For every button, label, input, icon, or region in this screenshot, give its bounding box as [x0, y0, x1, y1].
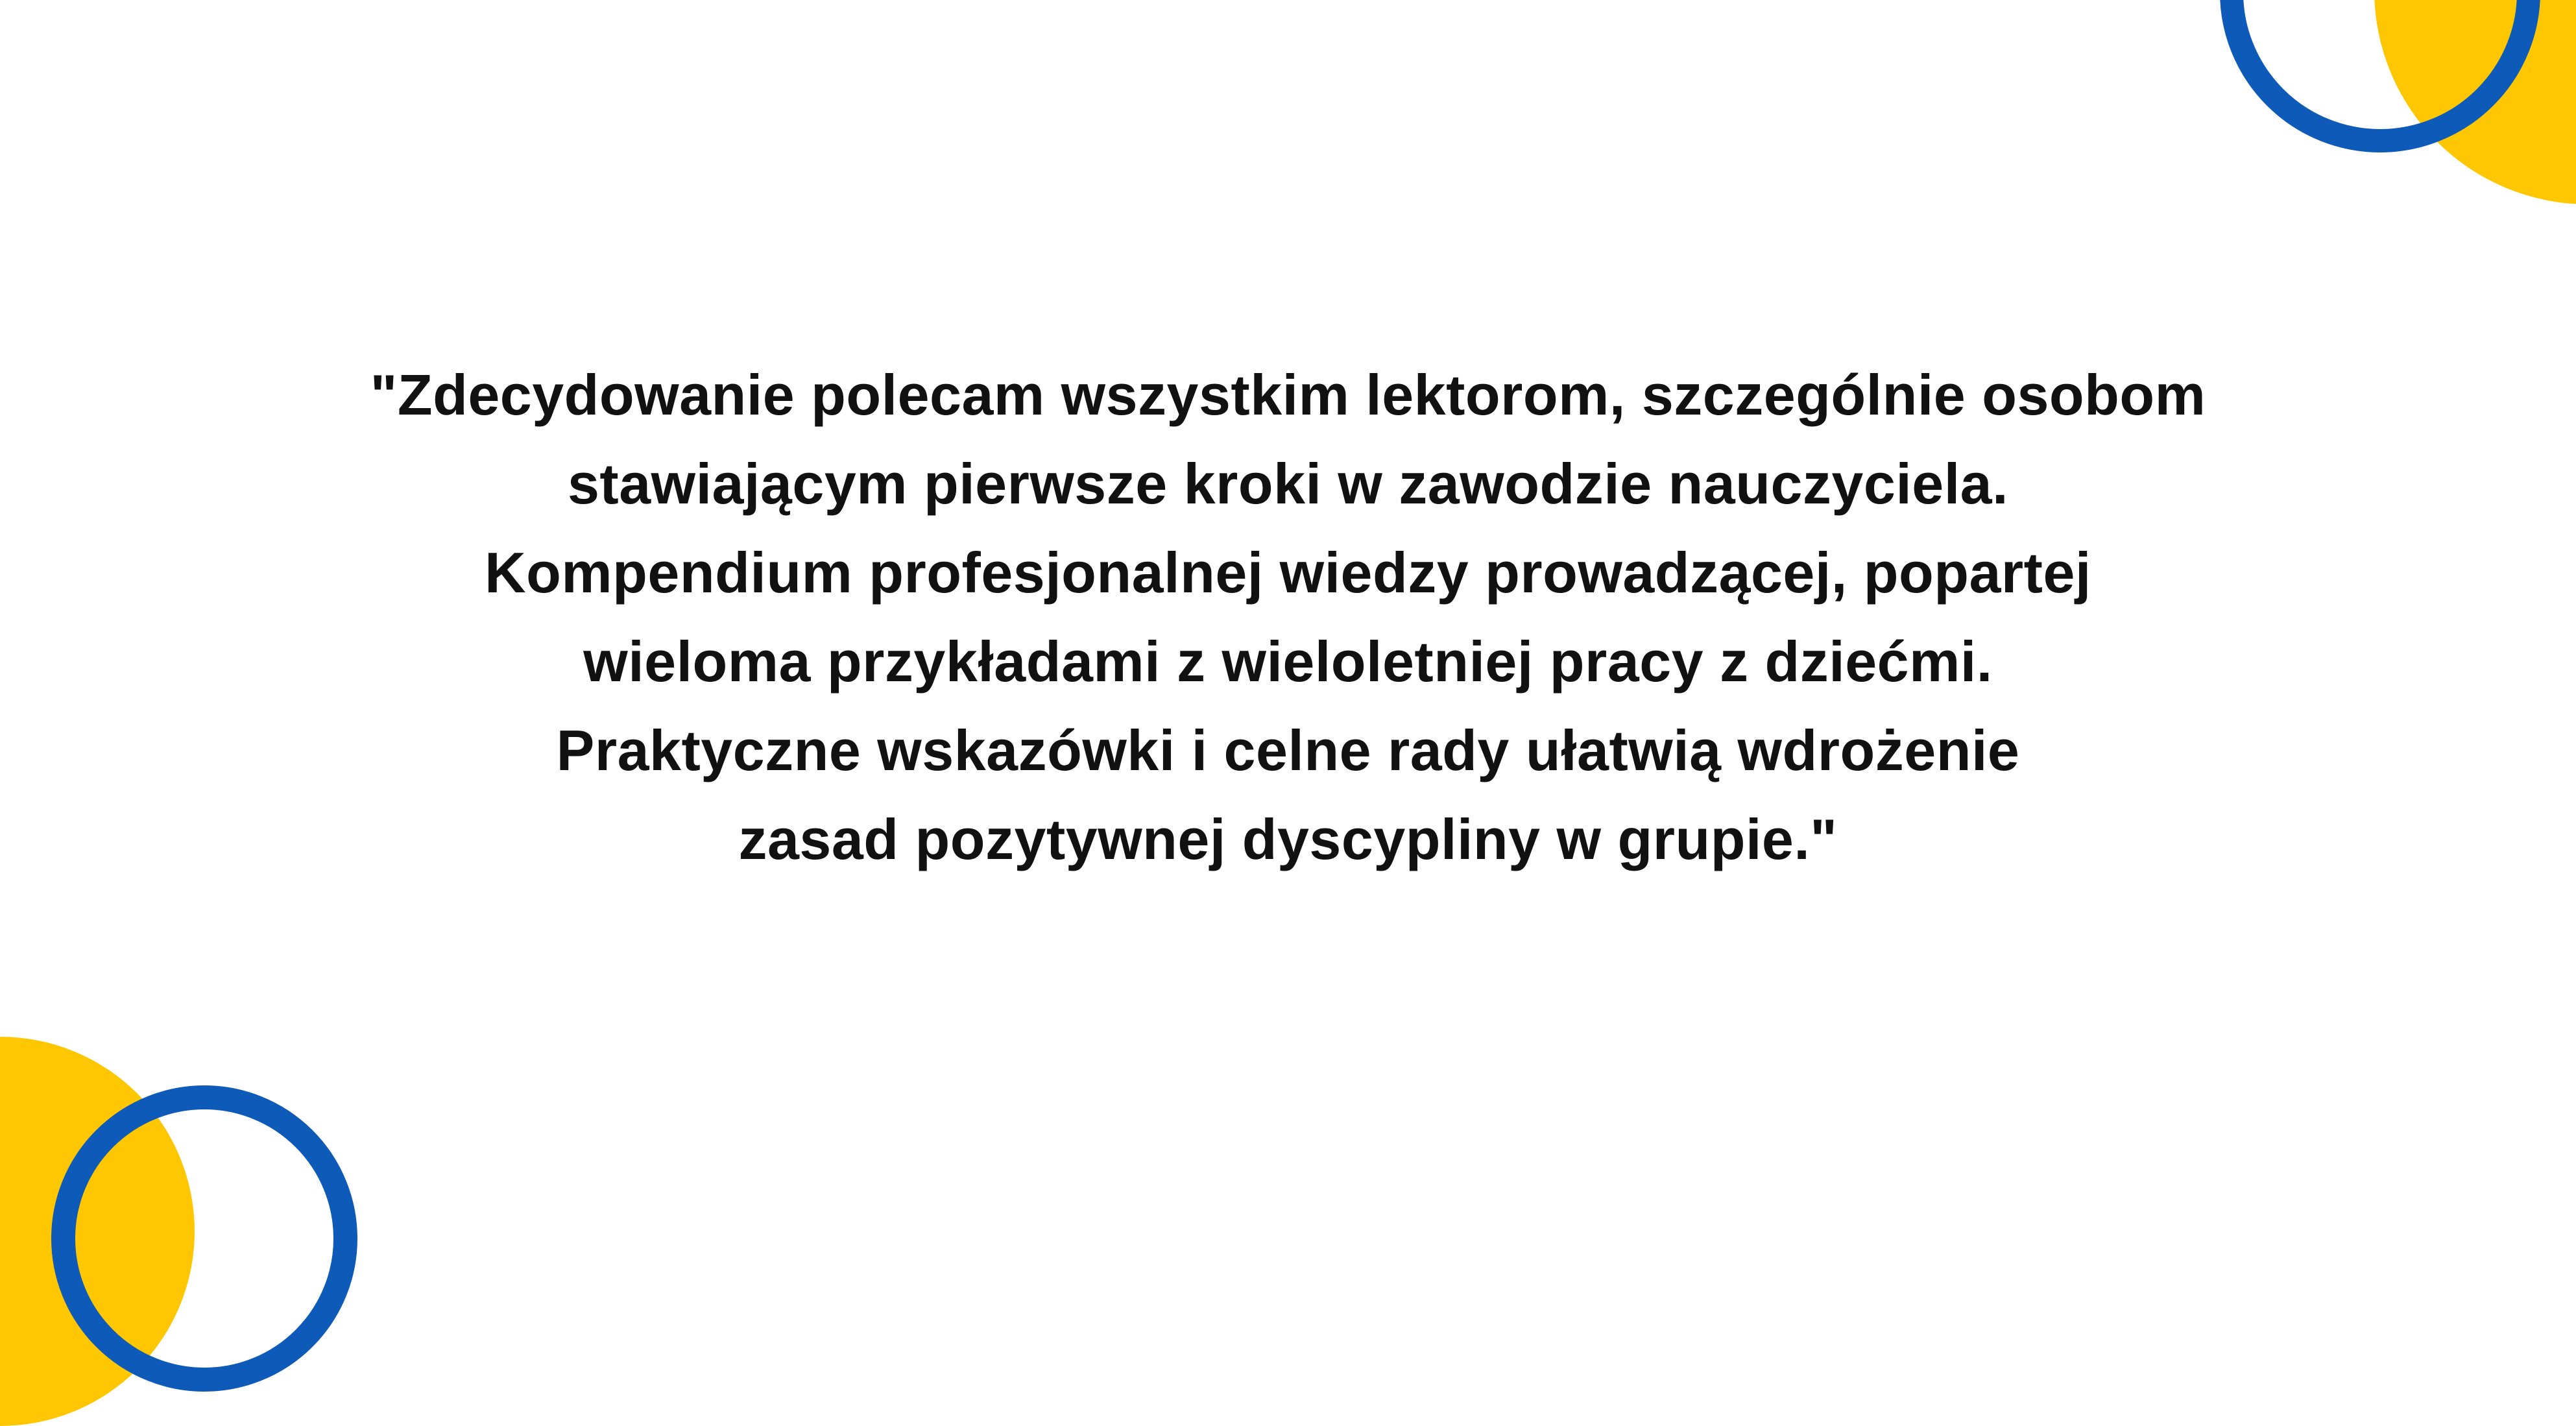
quote-line-3: Kompendium profesjonalnej wiedzy prowadzącej, popartej [485, 540, 2091, 605]
quote-line-6: zasad pozytywnej dyscypliny w grupie." [738, 807, 1838, 871]
blue-ring-bottom-left [51, 1085, 357, 1392]
quote-line-2: stawiającym pierwsze kroki w zawodzie nauczyciela. [567, 452, 2009, 516]
testimonial-quote [0, 350, 2576, 884]
quote-line-5: Praktyczne wskazówki i celne rady ułatwią wdrożenie [556, 718, 2020, 782]
quote-line-1: "Zdecydowanie polecam wszystkim lektorom, szczególnie osobom [370, 363, 2206, 427]
quote-line-4: wieloma przykładami z wieloletniej pracy z dziećmi. [583, 629, 1993, 694]
